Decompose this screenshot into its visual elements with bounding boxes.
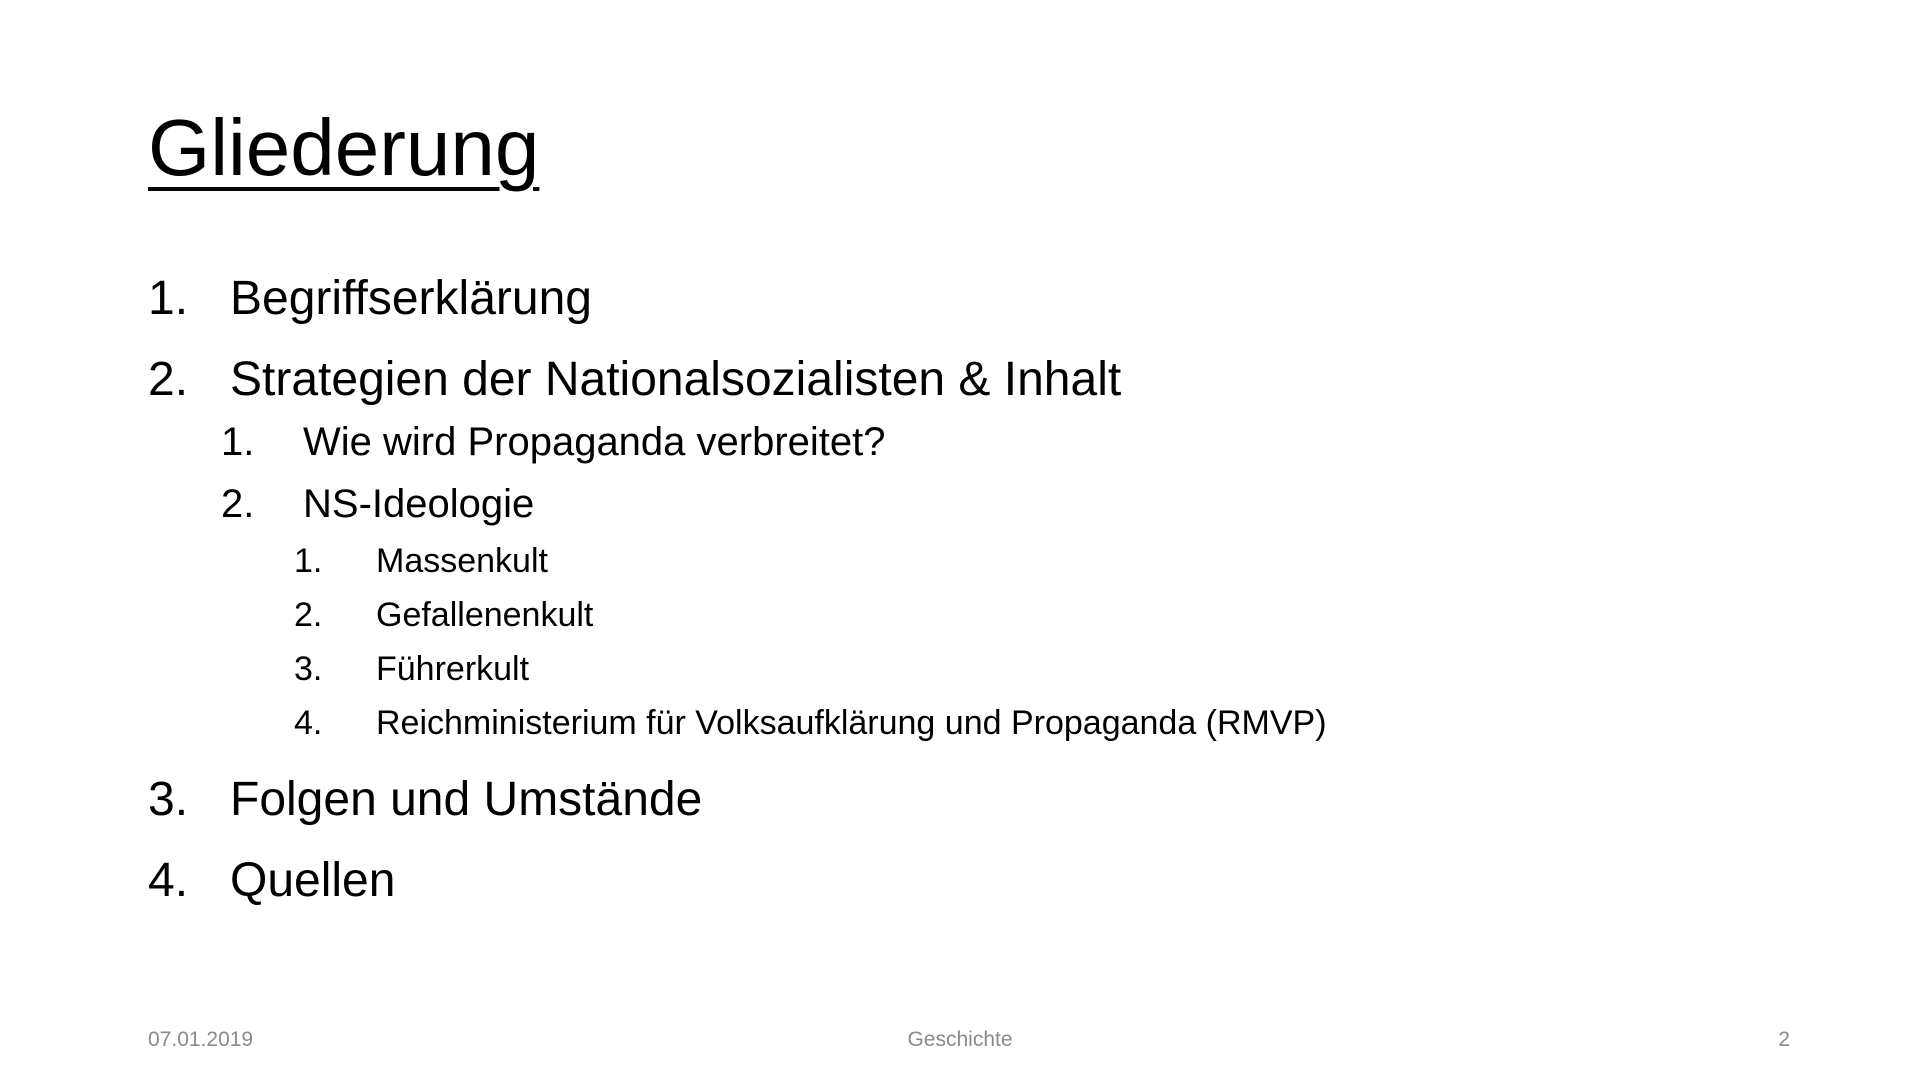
item-number: 3. [148,773,189,826]
item-text: Begriffserklärung [230,272,592,325]
footer-page-number: 2 [1778,1028,1790,1051]
item-number: 1. [294,542,323,580]
outline-subsubitem [148,647,1788,691]
outline-list [148,270,1788,910]
outline-subsubitem [148,701,1788,745]
item-text: Führerkult [376,650,530,688]
outline-subitem [148,417,1788,467]
item-text: Quellen [230,854,396,907]
item-text: Wie wird Propaganda verbreitet? [303,420,886,464]
footer-subject: Geschichte [907,1028,1013,1051]
item-text: Strategien der Nationalsozialisten & Inhalt [230,353,1122,406]
item-number: 2. [294,596,323,634]
outline-subsubitem [148,593,1788,637]
outline-subsubitem [148,539,1788,583]
item-number: 2. [148,353,189,406]
slide-title: Gliederung [148,103,540,192]
item-text: NS-Ideologie [303,482,535,526]
footer-date: 07.01.2019 [148,1028,254,1051]
item-number: 2. [221,482,255,526]
outline-item [148,270,1788,328]
item-text: Reichministerium für Volksaufklärung und Propaganda (RMVP) [376,704,1327,742]
item-number: 4. [148,854,189,907]
outline-item [148,771,1788,829]
item-text: Massenkult [376,542,548,580]
item-number: 3. [294,650,323,688]
item-number: 4. [294,704,323,742]
outline-item [148,351,1788,409]
item-number: 1. [148,272,189,325]
item-number: 1. [221,420,255,464]
outline-item [148,852,1788,910]
item-text: Folgen und Umstände [230,773,703,826]
item-text: Gefallenenkult [376,596,594,634]
outline-subitem [148,479,1788,529]
